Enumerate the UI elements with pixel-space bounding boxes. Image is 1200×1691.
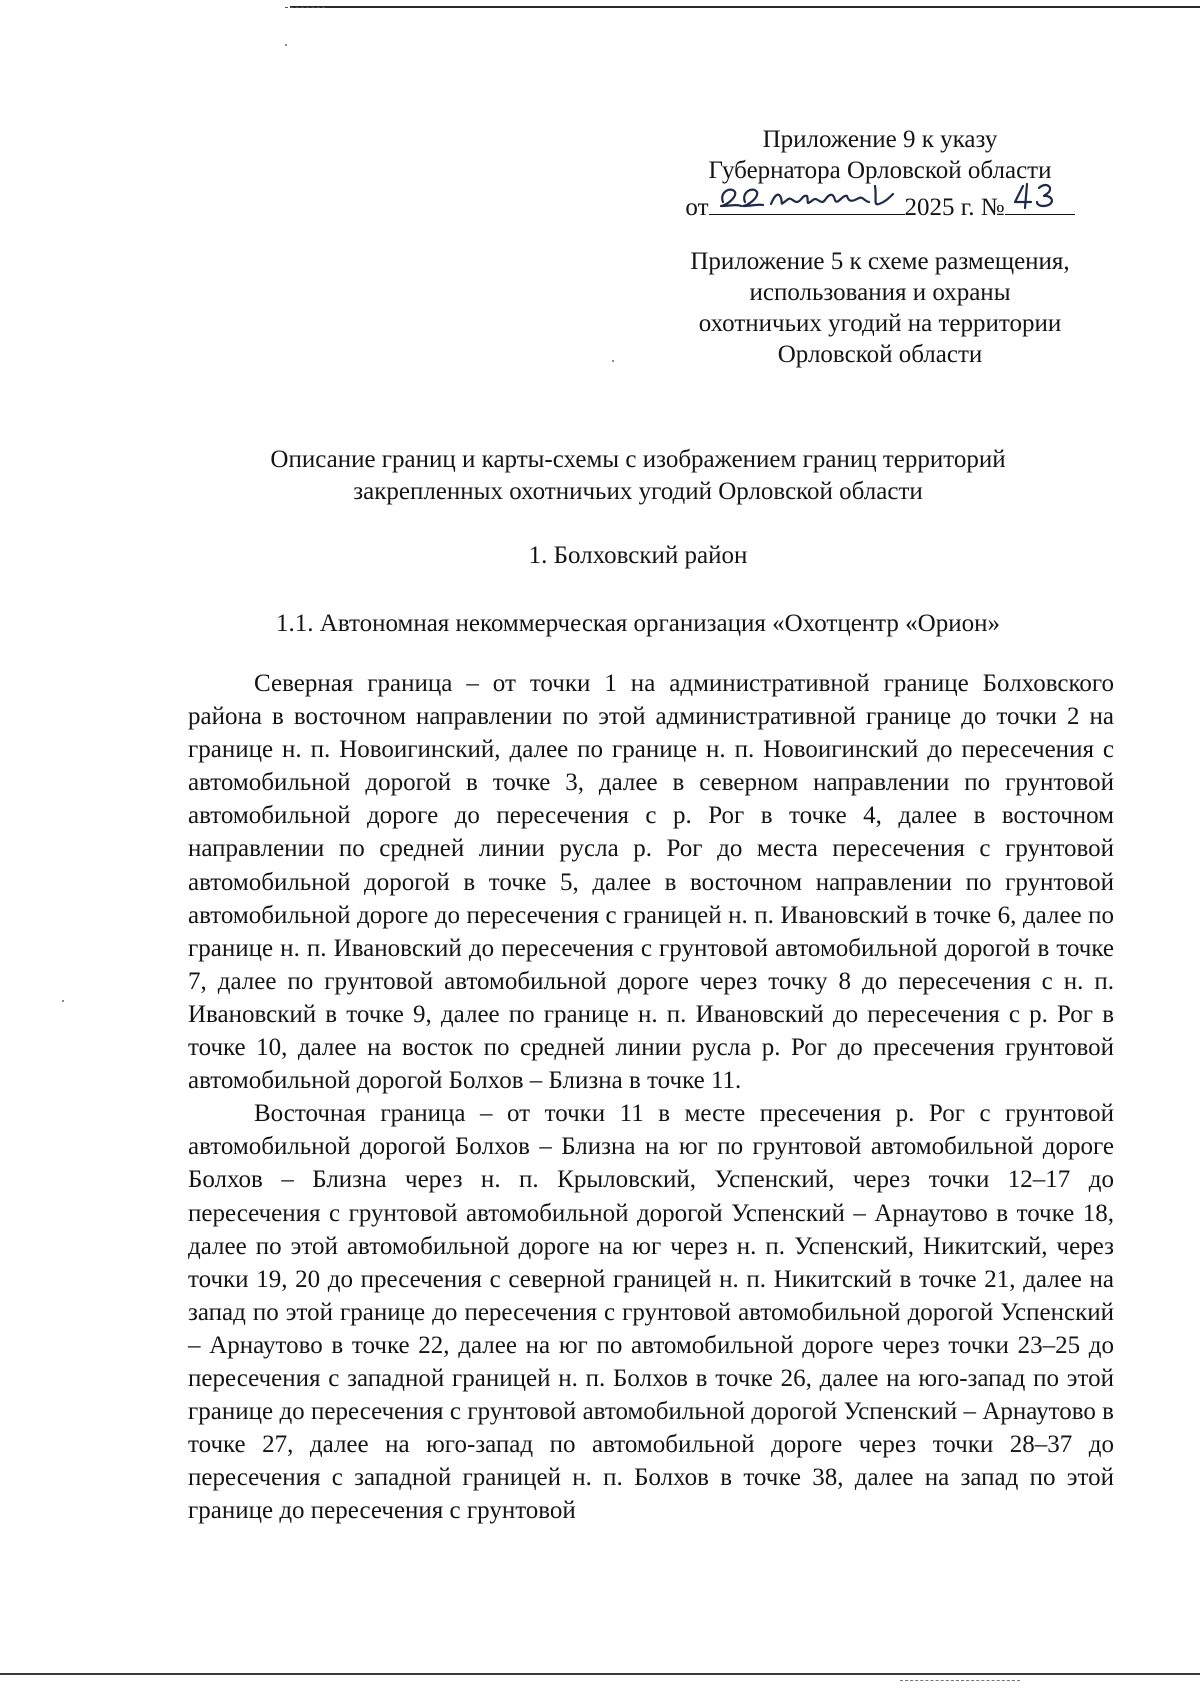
title-line1: Описание границ и карты-схемы с изображением границ территорий <box>270 446 1006 473</box>
appendix5-line1: Приложение 5 к схеме размещения, <box>690 248 1070 275</box>
handwritten-number <box>1005 172 1075 212</box>
appendix9-line1: Приложение 9 к указу <box>762 126 998 153</box>
eastern-boundary-paragraph: Восточная граница – от точки 11 в месте пресечения р. Рог с грунтовой автомобильной дорогой Болхов – Близна на юг по грунтовой автомобильной дороге Болхов – Близна через н. п. Крыловский, Успенский, через точки 12–17 до пересечения с грунтовой автомобильной дорогой Успенский – Арнаутово в точке 18, далее по этой автомобильной дороге на юг через н. п. Успенский, Никитский, через точки 19, 20 до пресечения с северной границей н. п. Никитский в точке 21, далее на запад по этой границе до пересечения с грунтовой автомобильной дорогой Успенский – Арнаутово в точке 22, далее на юг по автомобильной дороге через точки 23–25 до пересечения с западной границей н. п. Болхов в точке 26, далее на юго-запад по этой границе до пересечения с грунтовой автомобильной дорогой Успенский – Арнаутово в точке 27, далее на юго-запад по автомобильной дороге через точки 28–37 до пересечения с западной границей н. п. Болхов в точке 38, далее на запад по этой границе до пересечения с грунтовой <box>188 1100 1114 1525</box>
appendix5-line4: Орловской области <box>777 341 983 368</box>
appendix9-line2: Губернатора Орловской области <box>708 157 1052 184</box>
date-year: 2025 г. № <box>904 194 1005 221</box>
scheme-appendix-header <box>640 246 1120 370</box>
handwritten-date-signature <box>709 172 905 212</box>
boundary-description <box>188 667 1114 1527</box>
northern-boundary-paragraph: Северная граница – от точки 1 на административной границе Болховского района в восточном направлении по этой административной границе до точки 2 на границе н. п. Новоигинский, далее по границе н. п. Новоигинский до пересечения с автомобильной дорогой в точке 3, далее в северном направлении по грунтовой автомобильной дороге до пересечения с р. Рог в точке 4, далее в восточном направлении по средней линии русла р. Рог до места пересечения с грунтовой автомобильной дорогой в точке 5, далее в восточном направлении по грунтовой автомобильной дороге до пересечения с границей н. п. Ивановский в точке 6, далее по границе н. п. Ивановский до пересечения с грунтовой автомобильной дорогой в точке 7, далее по грунтовой автомобильной дороге через точку 8 до пересечения с н. п. Ивановский в точке 9, далее по границе н. п. Ивановский до пересечения с р. Рог в точке 10, далее на восток по средней линии русла р. Рог до пресечения грунтовой автомобильной дорогой Болхов – Близна в точке 11. <box>188 670 1114 1095</box>
section-title: 1. Болховский район <box>528 542 748 569</box>
subsection-title: 1.1. Автономная некоммерческая организация «Охотцентр «Орион» <box>276 610 1000 637</box>
top-scan-edge <box>290 6 1200 8</box>
scan-speck <box>285 44 287 46</box>
decree-appendix-header <box>640 124 1120 223</box>
document-title <box>188 444 1088 508</box>
number-signature-field <box>1005 188 1075 215</box>
title-line2: закрепленных охотничьих угодий Орловской области <box>353 478 923 505</box>
top-scan-edge-dash <box>285 7 325 8</box>
date-prefix: от <box>685 194 709 221</box>
scan-speck <box>62 1000 64 1002</box>
appendix5-line3: охотничьих угодий на территории <box>698 310 1062 337</box>
decree-date-line <box>640 188 1120 223</box>
scan-speck <box>612 360 614 362</box>
bottom-scan-edge <box>0 1673 1200 1675</box>
appendix5-line2: использования и охраны <box>749 279 1011 306</box>
bottom-scan-edge-dash <box>900 1680 1020 1681</box>
date-signature-field <box>709 188 905 215</box>
